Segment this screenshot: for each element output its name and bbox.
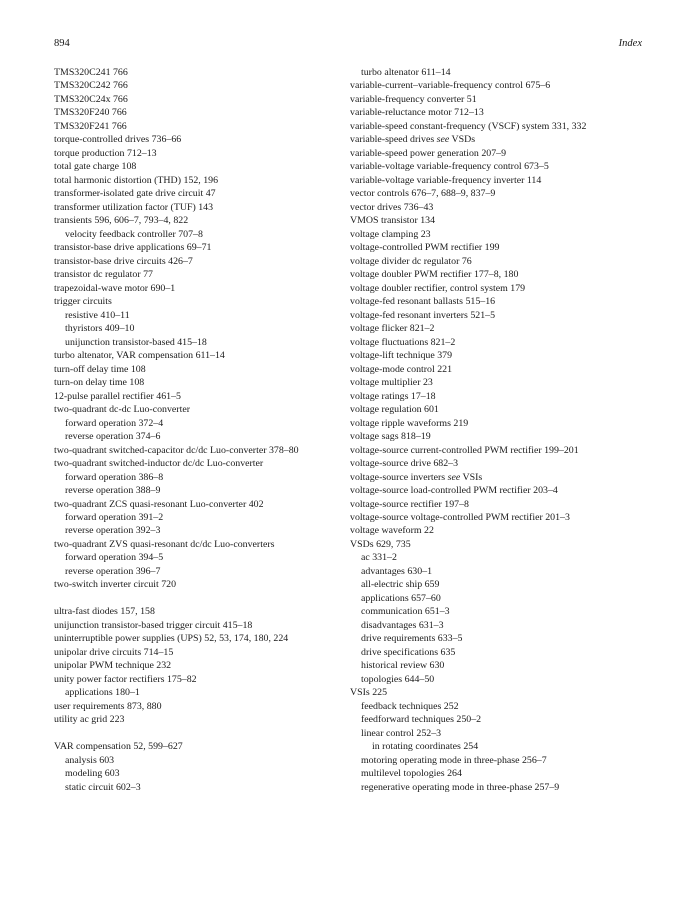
index-entry: total gate charge 108 [54,161,137,173]
index-entry: torque-controlled drives 736–66 [54,134,182,146]
index-entry: turn-on delay time 108 [54,377,145,389]
index-entry: trapezoidal-wave motor 690–1 [54,282,176,294]
index-entry: voltage doubler rectifier, control system 179 [350,282,526,294]
index-entry: TMS320C24x 766 [54,93,128,105]
index-entry: vector drives 736–43 [350,201,434,213]
index-subentry: ac 331–2 [361,552,397,564]
index-subentry: topologies 644–50 [361,673,435,685]
index-subentry: in rotating coordinates 254 [372,741,479,753]
index-subentry: linear control 252–3 [361,727,442,739]
index-entry: turbo altenator, VAR compensation 611–14 [54,350,225,362]
index-entry: utility ac grid 223 [54,714,125,726]
index-subentry: forward operation 394–5 [65,552,164,564]
index-subentry: motoring operating mode in three-phase 256–7 [361,754,547,766]
index-entry: unipolar drive circuits 714–15 [54,646,174,658]
index-entry: variable-speed drives see VSDs [350,134,476,146]
section-title: Index [618,38,642,49]
index-entry: variable-frequency converter 51 [350,93,477,105]
index-entry: transistor-base drive applications 69–71 [54,242,212,254]
index-entry: transistor-base drive circuits 426–7 [54,255,193,267]
index-entry: transformer utilization factor (TUF) 143 [54,201,214,213]
index-entry: torque production 712–13 [54,147,157,159]
index-subentry: drive requirements 633–5 [361,633,463,645]
index-entry: voltage fluctuations 821–2 [350,336,456,348]
index-entry: variable-voltage variable-frequency inverter 114 [350,174,542,186]
index-entry: voltage-mode control 221 [350,363,453,375]
index-entry: voltage-source load-controlled PWM rectifier 203–4 [350,485,558,497]
index-subentry: feedback techniques 252 [361,700,459,712]
index-entry: unipolar PWM technique 232 [54,660,172,672]
index-entry: two-switch inverter circuit 720 [54,579,177,591]
index-entry: voltage-source rectifier 197–8 [350,498,469,510]
index-subentry: velocity feedback controller 707–8 [65,228,203,240]
index-subentry: resistive 410–11 [65,309,130,321]
index-entry: voltage-fed resonant inverters 521–5 [350,309,496,321]
index-subentry: regenerative operating mode in three-phase 257–9 [361,781,560,793]
index-entry: vector controls 676–7, 688–9, 837–9 [350,188,496,200]
page-number: 894 [54,38,70,49]
index-subentry: applications 657–60 [361,592,441,604]
index-entry: voltage multiplier 23 [350,377,433,389]
index-entry: voltage-source current-controlled PWM rectifier 199–201 [350,444,579,456]
index-entry: voltage-source drive 682–3 [350,458,459,470]
index-entry: voltage ratings 17–18 [350,390,436,402]
index-entry: voltage doubler PWM rectifier 177–8, 180 [350,269,519,281]
section-spacer [54,592,344,605]
index-entry: voltage-fed resonant ballasts 515–16 [350,296,496,308]
index-entry: user requirements 873, 880 [54,700,162,712]
index-entry: voltage-lift technique 379 [350,350,453,362]
index-subentry: forward operation 386–8 [65,471,164,483]
index-entry: voltage-source voltage-controlled PWM rectifier 201–3 [350,511,570,523]
index-subentry: thyristors 409–10 [65,323,135,335]
index-subentry: forward operation 391–2 [65,511,164,523]
index-entry: variable-speed constant-frequency (VSCF) system 331, 332 [350,120,587,132]
index-entry: voltage regulation 601 [350,404,439,416]
index-subentry: communication 651–3 [361,606,450,618]
index-entry: voltage flicker 821–2 [350,323,435,335]
index-column-left [54,66,344,794]
index-column-right [350,66,650,794]
index-entry: total harmonic distortion (THD) 152, 196 [54,174,219,186]
index-entry: TMS320C242 766 [54,80,128,92]
page-header [54,38,642,52]
index-subentry: feedforward techniques 250–2 [361,714,482,726]
index-entry: turn-off delay time 108 [54,363,146,375]
index-entry: two-quadrant ZVS quasi-resonant dc/dc Luo-converters [54,538,275,550]
index-entry: ultra-fast diodes 157, 158 [54,606,155,618]
index-entry: two-quadrant dc-dc Luo-converter [54,404,190,416]
index-entry: transistor dc regulator 77 [54,269,153,281]
index-entry: voltage clamping 23 [350,228,431,240]
index-entry: uninterruptible power supplies (UPS) 52, 53, 174, 180, 224 [54,633,289,645]
index-subentry: reverse operation 388–9 [65,485,161,497]
index-entry: voltage-controlled PWM rectifier 199 [350,242,500,254]
index-entry: variable-current–variable-frequency control 675–6 [350,80,551,92]
index-entry: VMOS transistor 134 [350,215,436,227]
index-subentry: applications 180–1 [65,687,140,699]
section-spacer [54,727,344,740]
index-subentry: modeling 603 [65,768,120,780]
index-entry: VSIs 225 [350,687,388,699]
index-entry: two-quadrant ZCS quasi-resonant Luo-converter 402 [54,498,264,510]
index-entry: voltage-source inverters see VSIs [350,471,483,483]
index-entry: TMS320C241 766 [54,67,128,78]
index-entry: unity power factor rectifiers 175–82 [54,673,197,685]
index-entry: voltage waveform 22 [350,525,434,537]
index-subentry: historical review 630 [361,660,445,672]
index-entry: voltage ripple waveforms 219 [350,417,469,429]
index-subentry: turbo altenator 611–14 [361,67,451,78]
index-subentry: multilevel topologies 264 [361,768,462,780]
index-entry: two-quadrant switched-inductor dc/dc Luo-converter [54,458,264,470]
index-subentry: reverse operation 396–7 [65,565,161,577]
index-subentry: reverse operation 374–6 [65,431,161,443]
index-entry: voltage divider dc regulator 76 [350,255,472,267]
index-subentry: drive specifications 635 [361,646,456,658]
index-subentry: static circuit 602–3 [65,781,141,793]
index-entry: variable-reluctance motor 712–13 [350,107,484,119]
index-entry: variable-speed power generation 207–9 [350,147,507,159]
index-entry: transformer-isolated gate drive circuit 47 [54,188,216,200]
index-subentry: disadvantages 631–3 [361,619,444,631]
index-entry: transients 596, 606–7, 793–4, 822 [54,215,189,227]
index-subentry: all-electric ship 659 [361,579,440,591]
index-entry: VSDs 629, 735 [350,538,411,550]
index-entry: TMS320F240 766 [54,107,127,119]
index-entry: trigger circuits [54,296,112,308]
index-entry: 12-pulse parallel rectifier 461–5 [54,390,181,402]
index-entry: unijunction transistor-based trigger circuit 415–18 [54,619,253,631]
index-entry: two-quadrant switched-capacitor dc/dc Luo-converter 378–80 [54,444,299,456]
index-subentry: reverse operation 392–3 [65,525,161,537]
index-entry: TMS320F241 766 [54,120,127,132]
index-entry: VAR compensation 52, 599–627 [54,741,183,753]
index-subentry: unijunction transistor-based 415–18 [65,336,207,348]
index-subentry: analysis 603 [65,754,115,766]
index-subentry: advantages 630–1 [361,565,433,577]
index-entry: voltage sags 818–19 [350,431,431,443]
index-subentry: forward operation 372–4 [65,417,164,429]
index-entry: variable-voltage variable-frequency control 673–5 [350,161,549,173]
